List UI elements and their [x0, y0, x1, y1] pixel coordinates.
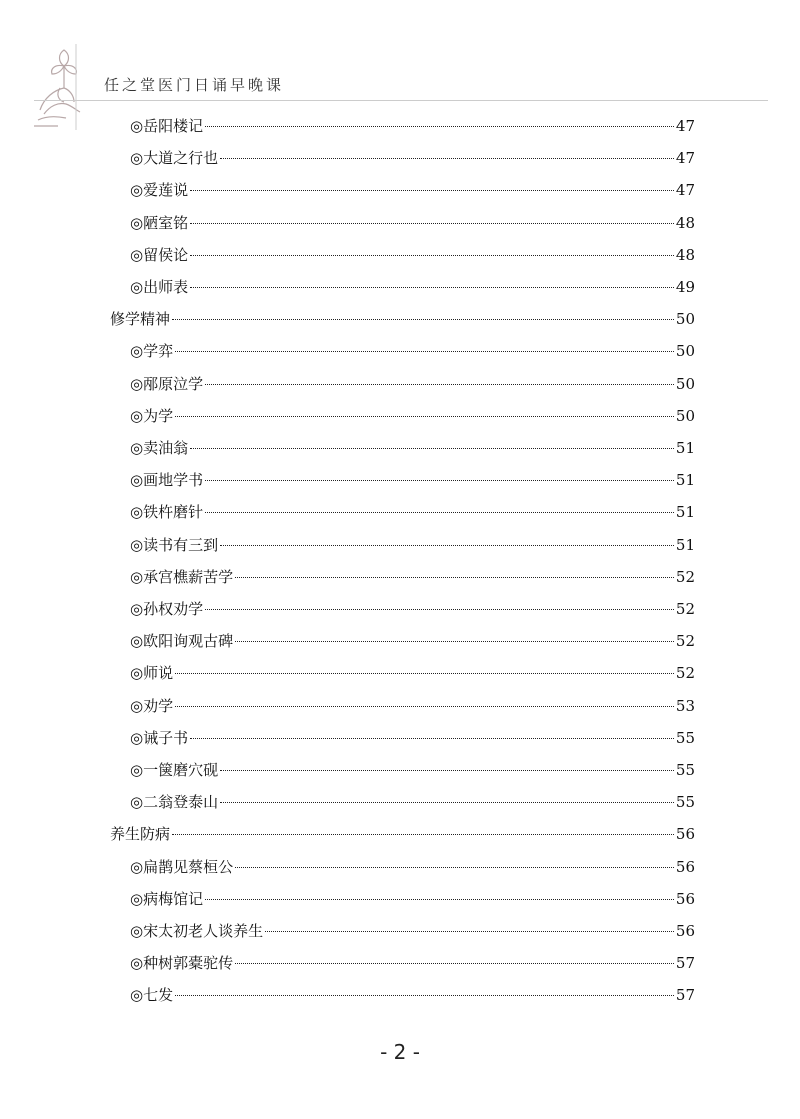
toc-entry-title: ◎为学 — [130, 406, 174, 425]
toc-entry-page: 56 — [675, 889, 695, 908]
toc-entry[interactable] — [130, 271, 695, 303]
toc-section-entry[interactable] — [110, 818, 695, 850]
dot-leader — [190, 190, 674, 191]
toc-entry[interactable] — [130, 529, 695, 561]
toc-entry[interactable] — [130, 561, 695, 593]
toc-entry-page: 50 — [675, 310, 695, 329]
toc-entry-title: ◎种树郭橐驼传 — [130, 954, 234, 973]
toc-entry-page: 53 — [675, 696, 695, 715]
dot-leader — [190, 738, 674, 739]
dot-leader — [190, 255, 674, 256]
toc-entry[interactable] — [130, 657, 695, 689]
toc-entry-page: 48 — [675, 213, 695, 232]
dot-leader — [220, 158, 674, 159]
toc-entry-title: ◎劝学 — [130, 696, 174, 715]
dot-leader — [220, 802, 674, 803]
toc-entry-page: 52 — [675, 632, 695, 651]
toc-entry-title: 养生防病 — [110, 825, 171, 844]
toc-entry[interactable] — [130, 947, 695, 979]
toc-entry[interactable] — [130, 142, 695, 174]
toc-entry-page: 50 — [675, 374, 695, 393]
toc-entry-page: 49 — [675, 278, 695, 296]
dot-leader — [175, 706, 674, 707]
toc-entry-title: ◎病梅馆记 — [130, 889, 204, 908]
toc-entry[interactable] — [130, 883, 695, 915]
toc-entry[interactable] — [130, 239, 695, 271]
toc-entry-title: ◎学弈 — [130, 342, 174, 361]
toc-entry[interactable] — [130, 690, 695, 722]
toc-entry[interactable] — [130, 754, 695, 786]
toc-entry-page: 57 — [675, 954, 695, 973]
toc-entry-title: ◎七发 — [130, 986, 174, 1005]
dot-leader — [172, 319, 674, 320]
toc-entry[interactable] — [130, 496, 695, 528]
toc-entry-title: ◎扁鹊见蔡桓公 — [130, 857, 234, 876]
toc-entry-page: 48 — [675, 245, 695, 264]
toc-entry-page: 57 — [675, 986, 695, 1005]
dot-leader — [220, 770, 674, 771]
toc-entry-page: 56 — [675, 857, 695, 876]
dot-leader — [235, 867, 674, 868]
toc-entry-page: 55 — [675, 728, 695, 747]
toc-entry-title: ◎卖油翁 — [130, 439, 189, 457]
running-header-title: 任之堂医门日诵早晚课 — [104, 76, 285, 94]
toc-entry-page: 55 — [675, 793, 695, 812]
toc-entry[interactable] — [130, 400, 695, 432]
toc-entry-title: ◎画地学书 — [130, 471, 204, 490]
toc-entry-title: ◎陋室铭 — [130, 213, 189, 232]
toc-entry-page: 52 — [675, 567, 695, 586]
toc-entry-page: 52 — [675, 664, 695, 683]
toc-entry-title: ◎邴原泣学 — [130, 374, 204, 393]
dot-leader — [175, 995, 674, 996]
toc-entry-title: ◎大道之行也 — [130, 149, 219, 168]
dot-leader — [205, 512, 674, 513]
lotus-hand-icon — [30, 40, 92, 130]
toc-entry-title: ◎爱莲说 — [130, 181, 189, 200]
dot-leader — [220, 545, 674, 546]
dot-leader — [205, 384, 674, 385]
toc-entry-title: ◎一箧磨穴砚 — [130, 761, 219, 779]
toc-entry[interactable] — [130, 174, 695, 206]
toc-entry[interactable] — [130, 722, 695, 754]
toc-entry[interactable] — [130, 625, 695, 657]
dot-leader — [190, 287, 674, 288]
toc-entry-title: ◎二翁登泰山 — [130, 793, 219, 812]
dot-leader — [235, 641, 674, 642]
dot-leader — [235, 963, 674, 964]
toc-entry-title: ◎诫子书 — [130, 728, 189, 747]
toc-entry-title: ◎孙权劝学 — [130, 600, 204, 618]
dot-leader — [235, 577, 674, 578]
dot-leader — [190, 448, 674, 449]
dot-leader — [175, 416, 674, 417]
dot-leader — [205, 609, 674, 610]
toc-entry[interactable] — [130, 786, 695, 818]
dot-leader — [190, 223, 674, 224]
toc-entry-page: 51 — [675, 535, 695, 554]
toc-entry[interactable] — [130, 979, 695, 1011]
toc-entry-page: 56 — [675, 922, 695, 940]
toc-entry-title: ◎承宫樵薪苦学 — [130, 567, 234, 586]
toc-entry-page: 51 — [675, 439, 695, 457]
dot-leader — [172, 834, 674, 835]
toc-entry[interactable] — [130, 335, 695, 367]
dot-leader — [265, 931, 674, 932]
toc-entry-page: 55 — [675, 761, 695, 779]
toc-entry-title: ◎宋太初老人谈养生 — [130, 922, 264, 940]
toc-entry-title: 修学精神 — [110, 310, 171, 329]
toc-entry[interactable] — [130, 851, 695, 883]
header-divider — [34, 100, 768, 101]
toc-entry-title: ◎师说 — [130, 664, 174, 683]
toc-entry-title: ◎欧阳询观古碑 — [130, 632, 234, 651]
toc-entry[interactable] — [130, 432, 695, 464]
toc-entry-title: ◎岳阳楼记 — [130, 117, 204, 135]
toc-entry[interactable] — [130, 464, 695, 496]
toc-entry-page: 50 — [675, 342, 695, 361]
toc-entry-page: 56 — [675, 825, 695, 844]
toc-entry[interactable] — [130, 207, 695, 239]
toc-entry-page: 47 — [675, 181, 695, 200]
toc-entry-title: ◎留侯论 — [130, 245, 189, 264]
toc-entry-page: 47 — [675, 117, 695, 135]
toc-entry[interactable] — [130, 368, 695, 400]
toc-entry[interactable] — [130, 915, 695, 947]
dot-leader — [175, 351, 674, 352]
page-number: - 2 - — [380, 1040, 420, 1064]
toc-entry[interactable] — [130, 593, 695, 625]
toc-entry-title: ◎出师表 — [130, 278, 189, 296]
toc-entry-page: 50 — [675, 406, 695, 425]
toc-entry-page: 51 — [675, 503, 695, 522]
toc-entry[interactable] — [130, 110, 695, 142]
toc-entry-page: 52 — [675, 600, 695, 618]
toc-section-entry[interactable] — [110, 303, 695, 335]
toc-entry-page: 47 — [675, 149, 695, 168]
toc-entry-title: ◎读书有三到 — [130, 535, 219, 554]
dot-leader — [205, 899, 674, 900]
toc-entry-page: 51 — [675, 471, 695, 490]
dot-leader — [205, 126, 674, 127]
dot-leader — [175, 673, 674, 674]
dot-leader — [205, 480, 674, 481]
toc-entry-title: ◎铁杵磨针 — [130, 503, 204, 522]
